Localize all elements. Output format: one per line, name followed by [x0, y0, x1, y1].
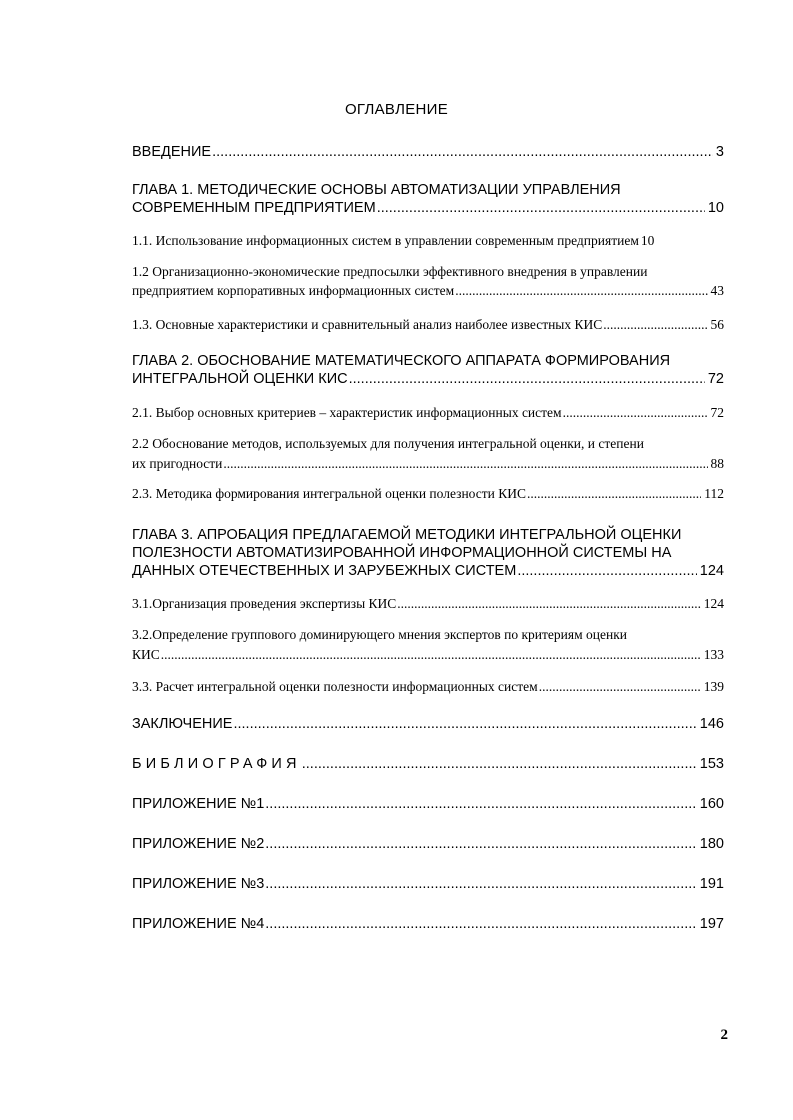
toc-entry-last-line — [132, 562, 724, 580]
toc-entry-appendix-3[interactable] — [132, 875, 724, 893]
toc-entry-page: 160 — [699, 796, 724, 812]
toc-entry-page: 88 — [710, 456, 724, 471]
toc-entry-section-1-3[interactable] — [132, 314, 724, 336]
leader-dots — [265, 875, 697, 893]
toc-entry-last-line — [132, 314, 724, 336]
toc-entry-last-line — [132, 370, 724, 388]
toc-entry-title: 3.3. Расчет интегральной оценки полезности информационных систем — [132, 679, 538, 694]
toc-entry-appendix-4[interactable] — [132, 915, 724, 933]
toc-entry-page: 10 — [640, 233, 655, 248]
toc-entry-last-line — [132, 875, 724, 893]
toc-entry-title: КИС — [132, 647, 160, 662]
toc-entry-title: БИБЛИОГРАФИЯ — [132, 756, 301, 772]
leader-dots — [265, 795, 697, 813]
toc-entry-title: предприятием корпоративных информационных систем — [132, 283, 455, 298]
leader-dots — [377, 199, 705, 217]
toc-entry-title: ДАННЫХ ОТЕЧЕСТВЕННЫХ И ЗАРУБЕЖНЫХ СИСТЕМ — [132, 563, 517, 579]
toc-entry-page: 191 — [699, 876, 724, 892]
toc-entry-title-line: ГЛАВА 1. МЕТОДИЧЕСКИЕ ОСНОВЫ АВТОМАТИЗАЦИИ УПРАВЛЕНИЯ — [132, 182, 621, 198]
toc-entry-last-line — [132, 483, 724, 505]
leader-dots — [603, 314, 707, 336]
toc-entry-page: 10 — [707, 200, 724, 216]
toc-entry-section-3-1[interactable] — [132, 593, 724, 615]
toc-entry-section-1-2[interactable] — [132, 262, 724, 300]
toc-entry-section-2-3[interactable] — [132, 483, 724, 505]
toc-entry-page: 112 — [704, 486, 724, 501]
toc-entry-last-line — [132, 199, 724, 217]
toc-entry-last-line — [132, 230, 724, 252]
toc-entry-page: 146 — [699, 716, 724, 732]
toc-entry-conclusion[interactable] — [132, 715, 724, 733]
toc-entry-title: ПРИЛОЖЕНИЕ №3 — [132, 876, 265, 892]
page-number: 2 — [720, 1027, 728, 1043]
toc-entry-section-1-1[interactable] — [132, 230, 724, 252]
toc-entry-title: ПРИЛОЖЕНИЕ №2 — [132, 836, 265, 852]
toc-entry-title: ИНТЕГРАЛЬНОЙ ОЦЕНКИ КИС — [132, 371, 348, 387]
toc-entry-page: 197 — [699, 916, 724, 932]
toc-entry-section-3-2[interactable] — [132, 625, 724, 665]
toc-entry-last-line — [132, 915, 724, 933]
toc-entry-bibliography[interactable] — [132, 755, 724, 773]
toc-entry-appendix-2[interactable] — [132, 835, 724, 853]
leader-dots — [397, 593, 700, 615]
toc-entry-section-2-2[interactable] — [132, 434, 724, 474]
toc-entry-title-line: 3.2.Определение группового доминирующего мнения экспертов по критериям оценки — [132, 627, 627, 642]
toc-entry-page: 72 — [710, 405, 724, 420]
toc-entry-page: 139 — [703, 679, 724, 694]
toc-entry-chapter-2[interactable] — [132, 352, 724, 388]
toc-entry-appendix-1[interactable] — [132, 795, 724, 813]
toc-entry-title: их пригодности — [132, 456, 223, 471]
toc-entry-chapter-1[interactable] — [132, 181, 724, 217]
toc-entry-section-3-3[interactable] — [132, 676, 724, 698]
leader-dots — [527, 483, 701, 505]
toc-title: ОГЛАВЛЕНИЕ — [344, 101, 449, 118]
toc-entry-last-line — [132, 402, 724, 424]
leader-dots — [517, 562, 696, 580]
toc-entry-title: 2.1. Выбор основных критериев – характеристик информационных систем — [132, 405, 562, 420]
toc-entry-page: 3 — [715, 144, 724, 160]
toc-entry-title: ЗАКЛЮЧЕНИЕ — [132, 716, 233, 732]
toc-entry-title-line: ПОЛЕЗНОСТИ АВТОМАТИЗИРОВАННОЙ ИНФОРМАЦИОННОЙ СИСТЕМЫ НА — [132, 545, 672, 561]
toc-entry-title-line: 2.2 Обоснование методов, используемых для получения интегральной оценки, и степени — [132, 436, 644, 451]
toc-entry-last-line — [132, 835, 724, 853]
leader-dots — [349, 370, 705, 388]
leader-dots — [223, 454, 707, 474]
toc-entry-page: 124 — [703, 596, 724, 611]
leader-dots — [302, 755, 697, 773]
toc-entry-title: 1.3. Основные характеристики и сравнительный анализ наиболее известных КИС — [132, 317, 603, 332]
leader-dots — [539, 676, 701, 698]
toc-entry-chapter-3[interactable] — [132, 526, 724, 580]
toc-entry-last-line — [132, 676, 724, 698]
toc-entry-title: 1.1. Использование информационных систем в управлении современным предприятием — [132, 233, 639, 248]
toc-entry-page: 124 — [699, 563, 724, 579]
toc-entry-page: 180 — [699, 836, 724, 852]
toc-entry-title-line: ГЛАВА 2. ОБОСНОВАНИЕ МАТЕМАТИЧЕСКОГО АППАРАТА ФОРМИРОВАНИЯ — [132, 353, 671, 369]
toc-entry-title: 2.3. Методика формирования интегральной оценки полезности КИС — [132, 486, 527, 501]
toc-entry-title: ПРИЛОЖЕНИЕ №4 — [132, 916, 265, 932]
toc-entry-last-line — [132, 593, 724, 615]
toc-entry-last-line — [132, 454, 724, 474]
toc-entry-last-line — [132, 281, 724, 300]
toc-entry-page: 43 — [710, 283, 724, 298]
toc-entry-page: 72 — [707, 371, 724, 387]
toc-entry-title: 3.1.Организация проведения экспертизы КИС — [132, 596, 397, 611]
toc-entry-page: 153 — [699, 756, 724, 772]
leader-dots — [265, 915, 697, 933]
toc-entry-section-2-1[interactable] — [132, 402, 724, 424]
leader-dots — [563, 402, 708, 424]
toc-entry-title: СОВРЕМЕННЫМ ПРЕДПРИЯТИЕМ — [132, 200, 376, 216]
leader-dots — [233, 715, 696, 733]
toc-entry-title: ВВЕДЕНИЕ — [132, 144, 212, 160]
toc-entry-last-line — [132, 645, 724, 665]
leader-dots — [265, 835, 697, 853]
toc-entry-title-line: 1.2 Организационно-экономические предпосылки эффективного внедрения в управлении — [132, 264, 648, 279]
toc-entry-last-line — [132, 755, 724, 773]
toc-entry-page: 56 — [710, 317, 724, 332]
toc-entry-introduction[interactable] — [132, 143, 724, 161]
leader-dots — [161, 645, 701, 665]
toc-entry-last-line — [132, 143, 724, 161]
toc-entry-title: ПРИЛОЖЕНИЕ №1 — [132, 796, 265, 812]
leader-dots — [212, 143, 713, 161]
leader-dots — [455, 281, 707, 300]
toc-entry-last-line — [132, 715, 724, 733]
toc-entry-page: 133 — [703, 647, 724, 662]
toc-entry-title-line: ГЛАВА 3. АПРОБАЦИЯ ПРЕДЛАГАЕМОЙ МЕТОДИКИ ИНТЕГРАЛЬНОЙ ОЦЕНКИ — [132, 527, 682, 543]
toc-entry-last-line — [132, 795, 724, 813]
